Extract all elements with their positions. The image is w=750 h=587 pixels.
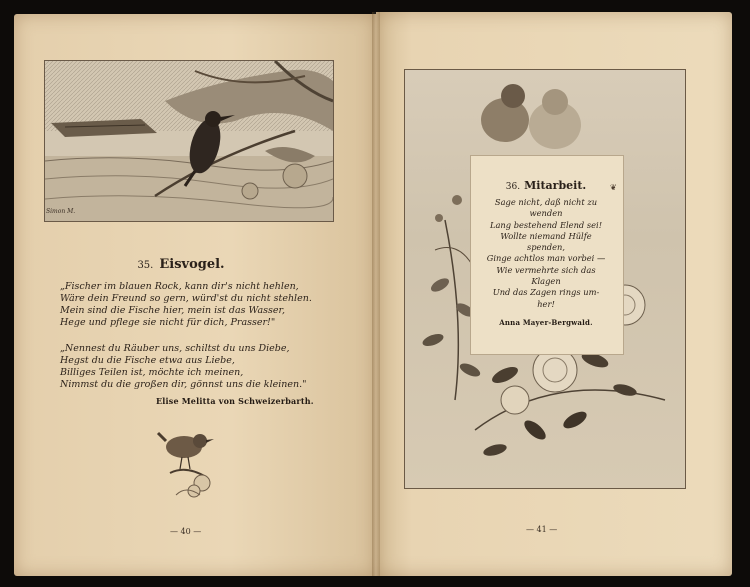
poem-line: Hegst du die Fische etwa aus Liebe, (60, 355, 235, 366)
poem-line: wenden (529, 208, 563, 219)
poem-line: Hege und pflege sie nicht für dich, Prasser!" (60, 317, 276, 328)
poem-title-mitarbeit (470, 179, 622, 192)
poem-line: spenden, (526, 242, 566, 253)
poem-line: Klagen (531, 276, 561, 287)
poem-line: Lang bestehend Elend sei! (489, 219, 603, 230)
poem-title-eisvogel (0, 257, 362, 272)
book-spine (372, 12, 380, 576)
poem-number: 35. (137, 260, 154, 271)
poem-line: Nimmst du die großen dir, gönnst uns die kleinen." (60, 379, 307, 390)
poem-line: Und das Zagen rings um- (492, 287, 600, 298)
poem-stanza-1 (60, 281, 320, 329)
kingfisher-illustration-art (45, 61, 333, 221)
poem-line: Billiges Teilen ist, möchte ich meinen, (60, 367, 244, 378)
page-number-right: — 41 — (526, 525, 558, 534)
poem-body (470, 197, 622, 310)
poem-author: Anna Mayer-Bergwald. (499, 318, 593, 327)
poem-number: 36. (505, 182, 521, 192)
poem-line: „Fischer im blauen Rock, kann dir's nicht hehlen, (60, 281, 299, 292)
poem-line: Mein sind die Fische hier, mein ist das Wasser, (60, 305, 286, 316)
page-number-left: — 40 — (170, 527, 202, 536)
engraver-signature: Simon M. (46, 208, 76, 215)
poem-line: Wie vermehrte sich das (496, 264, 596, 275)
kingfisher-illustration (44, 60, 334, 222)
poem-stanza-2 (60, 343, 320, 391)
poem-line: Wollte niemand Hülfe (500, 230, 592, 241)
wren-vignette (156, 425, 222, 501)
poem-title-text: Mitarbeit. (524, 179, 587, 192)
poem-line: Ginge achtlos man vorbei — (486, 253, 606, 264)
poem-line: Sage nicht, daß nicht zu (494, 197, 598, 207)
poem-line: her! (537, 298, 555, 309)
poem-line: „Nennest du Räuber uns, schiltst du uns Diebe, (60, 343, 290, 354)
poem-line: Wäre dein Freund so gern, würd'st du nicht stehlen. (60, 293, 312, 304)
ornament-icon: ❦ (610, 183, 617, 192)
poem-author: Elise Melitta von Schweizerbarth. (156, 396, 314, 406)
poem-title-text: Eisvogel. (159, 257, 225, 272)
